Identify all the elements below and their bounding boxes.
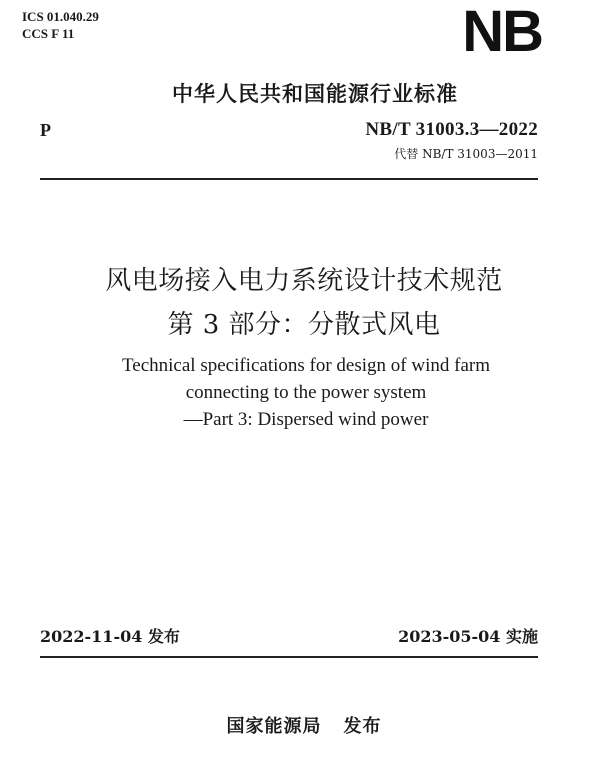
issue-date: 2022-11-04 发布 <box>40 627 180 646</box>
title-en-line1: Technical specifications for design of wind farm <box>122 355 490 376</box>
ics-code: ICS 01.040.29 <box>22 9 99 24</box>
title-en-line3: —Part 3: Dispersed wind power <box>183 409 429 430</box>
publisher-name: 国家能源局 <box>226 716 322 737</box>
replaces-note: 代替 NB/T 31003—2011 <box>394 147 538 161</box>
org-title: 中华人民共和国能源行业标准 <box>172 82 458 106</box>
title-cn-line2: 第 3 部分：分散式风电 <box>167 310 441 340</box>
title-cn-line1: 风电场接入电力系统设计技术规范 <box>105 266 503 296</box>
classification-letter: P <box>40 120 51 140</box>
top-divider <box>40 178 538 180</box>
implementation-date: 2023-05-04 实施 <box>398 627 538 646</box>
standard-number: NB/T 31003.3—2022 <box>365 119 538 140</box>
publisher-action: 发布 <box>343 716 382 737</box>
title-en-line2: connecting to the power system <box>185 382 427 403</box>
ics-ccs-codes <box>22 8 99 42</box>
nb-logo: NB <box>462 0 542 64</box>
bottom-divider <box>40 656 538 658</box>
ccs-code: CCS F 11 <box>22 26 75 41</box>
publisher-line <box>0 712 600 738</box>
